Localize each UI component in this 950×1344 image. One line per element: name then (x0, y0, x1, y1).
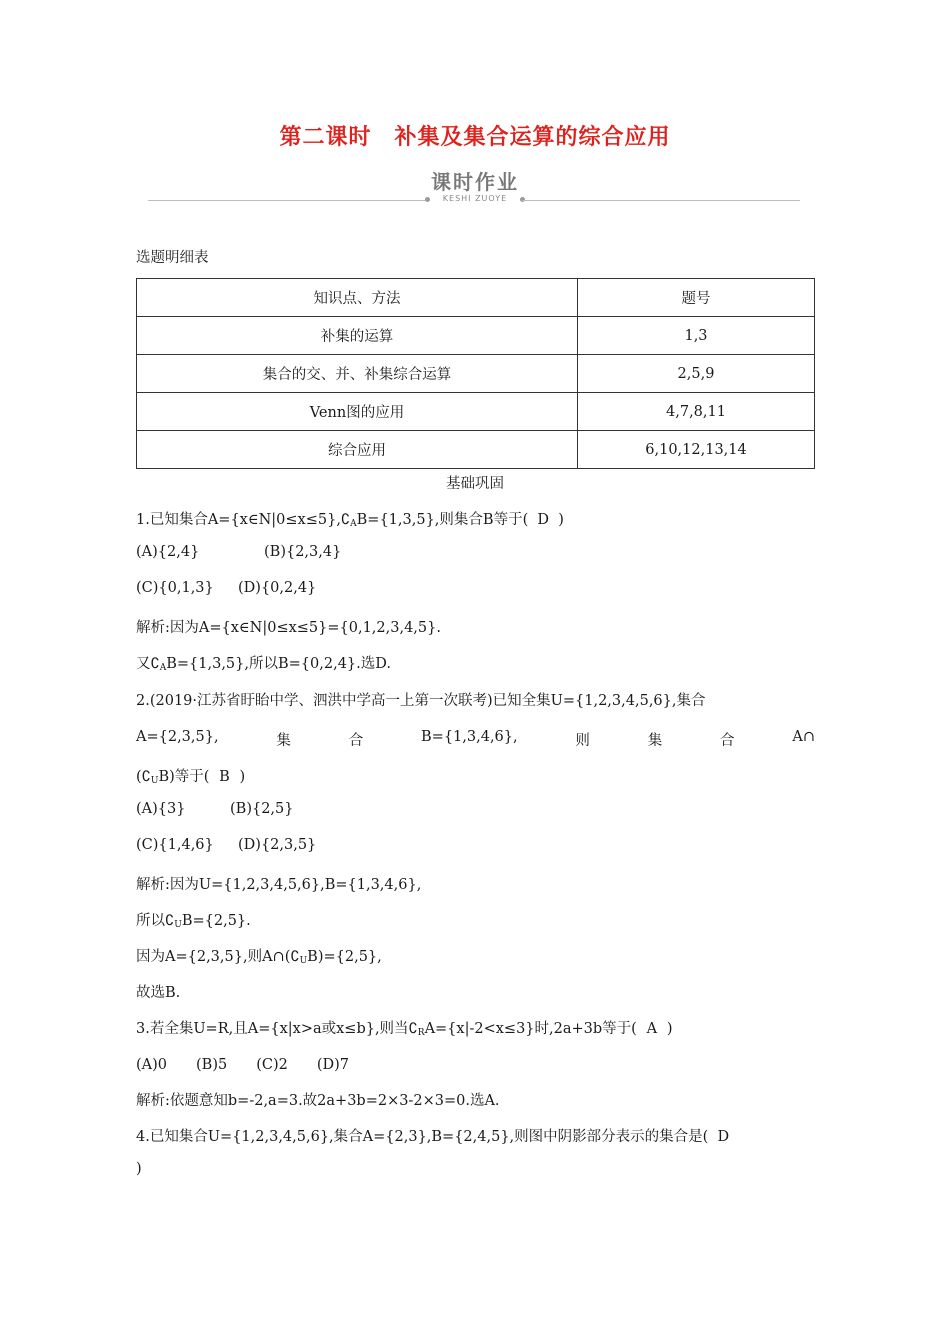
q2-option-a: (A){3} (136, 801, 186, 817)
q2-part: 集 (647, 733, 663, 749)
q3-stem-sub: R (417, 1028, 425, 1038)
q3-close: ) (666, 1021, 673, 1037)
q2-sol2-rest: B={2,5}. (181, 913, 251, 929)
q1-options-ab (136, 544, 341, 560)
page-title: 第二课时 补集及集合运算的综合应用 (279, 125, 671, 150)
q4-stem-text: 4.已知集合U={1,2,3,4,5,6},集合A={2,3},B={2,4,5},则图中阴影部分表示的集合是( (136, 1129, 709, 1145)
q1-stem (136, 508, 564, 529)
q2-sol3-rest: B)={2,5}, (307, 949, 382, 965)
q4-answer: D (717, 1129, 730, 1145)
q3-stem (136, 1017, 673, 1038)
topic-table (136, 278, 815, 469)
q1-close: ) (558, 512, 564, 528)
table-cell: 补集的运算 (137, 317, 578, 355)
table-cell: 综合应用 (137, 431, 578, 469)
table-cell: 2,5,9 (578, 355, 815, 393)
table-header-cell: 题号 (578, 279, 815, 317)
q2-solution-2 (136, 909, 251, 930)
section-banner-pinyin: KESHI ZUOYE (442, 194, 508, 203)
table-cell: Venn图的应用 (137, 393, 578, 431)
table-row (137, 317, 815, 355)
q2-part: B={1,3,4,6}, (421, 729, 518, 745)
q2-line3-text: (∁ (136, 769, 151, 785)
q4-stem (136, 1125, 738, 1146)
q1-option-c: (C){0,1,3} (136, 580, 214, 596)
q2-solution-1: 解析:因为U={1,2,3,4,5,6},B={1,3,4,6}, (136, 877, 422, 893)
q2-sol3-sub: U (299, 956, 308, 966)
q3-answer: A (646, 1021, 658, 1037)
table-cell: 6,10,12,13,14 (578, 431, 815, 469)
table-caption: 选题明细表 (136, 250, 209, 266)
q2-part: A∩ (792, 729, 815, 745)
q3-stem-rest: A={x|-2<x≤3}时,2a+3b等于( (424, 1021, 637, 1037)
table-row (137, 393, 815, 431)
table-row (137, 355, 815, 393)
q4-close: ) (136, 1161, 142, 1177)
q2-solution-3 (136, 945, 382, 966)
q1-option-a: (A){2,4} (136, 544, 200, 560)
q2-stem-line2 (136, 729, 815, 750)
table-header-row (137, 279, 815, 317)
q1-stem-text: 1.已知集合A={x∈N|0≤x≤5},∁ (136, 512, 351, 528)
q2-part: 集 (276, 733, 291, 749)
q2-close: ) (239, 769, 246, 785)
q2-stem: 2.(2019·江苏省盱眙中学、泗洪中学高一上第一次联考)已知全集U={1,2,3,4,5,6},集合 (136, 693, 706, 709)
table-header-cell: 知识点、方法 (137, 279, 578, 317)
q3-solution: 解析:依题意知b=-2,a=3.故2a+3b=2×3-2×3=0.选A. (136, 1093, 500, 1109)
q1-answer: D (537, 512, 550, 528)
q2-part: 合 (348, 733, 364, 749)
section-banner: 课时作业 (431, 170, 519, 194)
q3-options: (A)0 (B)5 (C)2 (D)7 (136, 1057, 350, 1073)
q2-options-ab (136, 801, 293, 817)
q1-stem-sub: A (350, 519, 357, 529)
table-row (137, 431, 815, 469)
q2-part: A={2,3,5}, (136, 729, 219, 745)
table-cell: 1,3 (578, 317, 815, 355)
q2-option-d: (D){2,3,5} (238, 837, 317, 853)
q2-line3-sub: U (150, 776, 159, 786)
q1-solution-1: 解析:因为A={x∈N|0≤x≤5}={0,1,2,3,4,5}. (136, 620, 441, 636)
q1-stem-rest: B={1,3,5},则集合B等于( (356, 512, 529, 528)
q2-stem-line3 (136, 765, 245, 786)
q2-sol2-sub: U (174, 920, 182, 930)
q3-stem-text: 3.若全集U=R,且A={x|x>a或x≤b},则当∁ (136, 1021, 418, 1037)
q2-options-cd (136, 837, 316, 853)
q1-sol2-rest: B={1,3,5},所以B={0,2,4}.选D. (166, 656, 391, 672)
q1-sol2-text: 又∁ (136, 656, 160, 672)
q1-option-d: (D){0,2,4} (238, 580, 317, 596)
q2-solution-4: 故选B. (136, 985, 181, 1001)
q2-part: 合 (720, 733, 735, 749)
q1-sol2-sub: A (159, 663, 167, 673)
q2-line3-rest: B)等于( (158, 769, 210, 785)
q1-options-cd (136, 580, 316, 596)
q1-solution-2 (136, 652, 391, 673)
table-cell: 4,7,8,11 (578, 393, 815, 431)
q2-option-c: (C){1,4,6} (136, 837, 214, 853)
q2-sol3-text: 因为A={2,3,5},则A∩(∁ (136, 949, 300, 965)
q2-sol2-text: 所以∁ (136, 913, 175, 929)
q1-option-b: (B){2,3,4} (264, 544, 342, 560)
table-cell: 集合的交、并、补集综合运算 (137, 355, 578, 393)
q2-part: 则 (575, 733, 590, 749)
q2-answer: B (219, 769, 230, 785)
section-title: 基础巩固 (446, 476, 504, 492)
banner-rule-right (522, 200, 800, 201)
q2-option-b: (B){2,5} (230, 801, 294, 817)
